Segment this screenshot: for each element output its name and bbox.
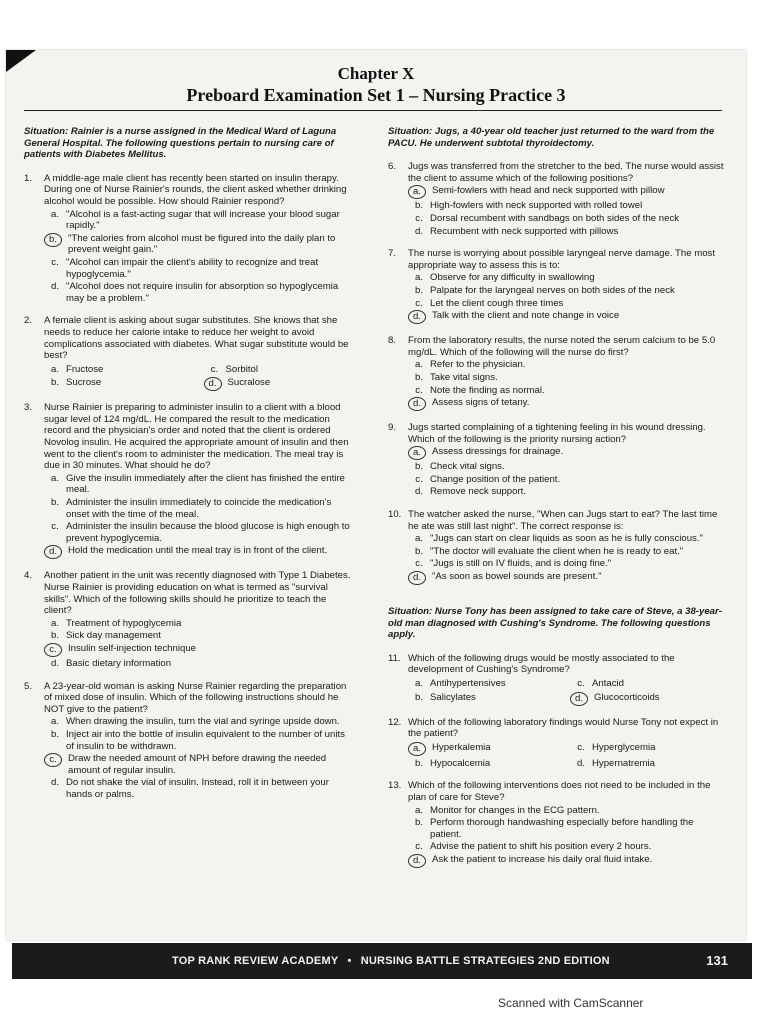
option-text: Advise the patient to shift his position every 2 hours. [430,841,652,853]
situation-text: Situation: Jugs, a 40-year old teacher just returned to the ward from the PACU. He underwent subtotal thyroidectomy. [388,126,715,149]
option-letter: b. [50,728,59,740]
answer-option [408,742,562,756]
option-text: Semi-fowlers with head and neck supported with pillow [432,185,665,197]
question-stem: A 23-year-old woman is asking Nurse Rainier regarding the preparation of mixed dose of insulin. Which of the following instructions should he NOT give to the patient? [44,680,347,715]
answer-option [408,571,724,585]
answer-option [44,364,196,376]
answer-option [408,185,724,199]
option-letter: b. [414,545,423,557]
circled-option-letter: d. [44,545,62,559]
answer-option [570,742,724,756]
option-letter: b. [414,284,423,296]
answer-option [408,213,724,225]
option-text: Inject air into the bottle of insulin equivalent to the number of units of insulin to be withdrawn. [66,728,345,752]
footer-bullet: • [347,955,352,967]
option-letter: c. [210,363,219,375]
question-stem: Which of the following interventions does not need to be included in the plan of care for Steve? [408,780,711,803]
question-item [20,681,355,802]
option-text: Perform thorough handwashing especially before handling the patient. [430,817,694,840]
footer-edition: NURSING BATTLE STRATEGIES 2ND EDITION [360,955,610,967]
option-text: Observe for any difficulty in swallowing [430,272,595,284]
question-number: 7. [388,248,397,260]
answer-option [408,486,724,498]
answer-option [44,716,355,728]
question-stem: A middle-age male client has recently been started on insulin therapy. During one of Nurse Rainier's rounds, the client asked whether drinking alcohol would be possible. How should Rainier respond? [44,172,347,207]
option-letter: d. [50,657,59,669]
situation-text: Situation: Rainier is a nurse assigned in the Medical Ward of Laguna General Hospital. The following questions pertain to nursing care of patients with Diabetes Mellitus. [24,126,337,161]
option-text: Recumbent with neck supported with pillows [430,225,619,237]
option-text: Fructose [66,363,104,375]
option-letter: b. [414,691,423,703]
answer-option [570,692,724,706]
question-number: 6. [388,161,397,173]
question-number: 5. [24,680,33,692]
question-list [384,653,724,869]
question-stem: The watcher asked the nurse, "When can Jugs start to eat? The last time he ate was still last night". The correct response is: [408,509,718,532]
answer-option [408,817,724,840]
option-letter: a. [414,272,423,284]
answer-option [44,545,355,559]
option-letter: a. [414,804,423,816]
answer-option [408,854,724,868]
option-text: Glucocorticoids [594,691,660,703]
question-stem: Jugs was transferred from the stretcher to the bed. The nurse would assist the client to assume which of the following positions? [408,161,724,184]
option-letter: c. [415,384,423,396]
answer-option [408,461,724,473]
answer-option [44,777,355,800]
answer-option [44,521,355,544]
footer-credits [172,955,610,967]
option-text: Hyperkalemia [432,741,491,753]
circled-option-letter: d. [408,571,426,585]
answer-option [408,446,724,460]
option-text: Note the finding as normal. [430,384,545,396]
circled-option-letter: d. [408,397,426,411]
answer-option [408,678,562,690]
option-text: Antihypertensives [430,678,506,689]
answer-option [408,758,562,770]
answer-option [408,474,724,486]
option-text: "Alcohol is a fast-acting sugar that will increase your blood sugar rapidly." [66,208,340,232]
question-number: 8. [388,335,397,347]
option-text: Take vital signs. [430,371,498,383]
option-text: "Jugs is still on IV fluids, and is doing fine." [430,558,612,570]
option-text: Antacid [592,678,624,689]
option-text: Ask the patient to increase his daily oral fluid intake. [432,853,653,865]
option-letter: d. [414,225,423,237]
option-list [44,716,355,800]
answer-option [44,630,355,642]
answer-option [570,678,724,690]
answer-option [408,385,724,397]
option-letter: c. [577,678,585,689]
question-stem: A female client is asking about sugar substitutes. She knows that she needs to reduce her calorie intake to reduce her weight to avoid complications associated with diabetes. What sugar substitute would be best? [44,315,349,362]
option-letter: a. [50,363,59,375]
question-stem: Another patient in the unit was recently diagnosed with Type 1 Diabetes. Nurse Rainier is providing education on what is termed as "survival skills". Which of the following skills should he prioritize to teach the client? [44,570,351,617]
option-letter: a. [50,716,59,728]
option-letter: c. [415,473,423,485]
header-rule [24,110,722,111]
option-text: Sorbitol [225,363,259,375]
option-letter: a. [414,533,423,545]
question-number: 10. [388,509,402,521]
question-stem: Jugs started complaining of a tightening feeling in his wound dressing. Which of the following is the priority nursing action? [408,422,706,445]
option-letter: a. [50,617,59,629]
option-text: Sucralose [227,377,271,389]
answer-option [408,558,724,570]
option-text: Administer the insulin because the blood glucose is high enough to prevent hypoglycemia. [66,521,350,544]
answer-option [408,372,724,384]
answer-option [408,285,724,297]
answer-option [44,658,355,670]
question-item [384,161,724,238]
answer-option [44,618,355,630]
option-text: Treatment of hypoglycemia [66,617,182,629]
option-text: Talk with the client and note change in voice [432,310,620,322]
option-text: Sick day management [66,630,161,642]
answer-option [408,546,724,558]
question-item [20,173,355,306]
option-letter: c. [415,297,423,309]
answer-option [44,233,355,256]
option-list [44,473,355,560]
question-item [384,422,724,499]
option-letter: b. [414,817,423,829]
option-list [408,185,724,237]
option-list [44,209,355,305]
circled-option-letter: c. [44,643,62,657]
option-text: Assess dressings for drainage. [432,446,564,458]
circled-option-letter: d. [570,692,588,706]
page-corner-shadow [6,50,36,72]
option-grid [408,677,724,707]
answer-option [408,359,724,371]
answer-option [44,377,196,391]
question-number: 2. [24,315,33,327]
option-text: Hold the medication until the meal tray is in front of the client. [68,545,328,557]
left-column [20,126,355,812]
question-number: 3. [24,402,33,414]
question-item [384,653,724,707]
option-letter: d. [576,757,585,769]
option-text: Monitor for changes in the ECG pattern. [430,804,600,816]
option-text: Draw the needed amount of NPH before drawing the needed amount of regular insulin. [68,753,327,776]
situation-text: Situation: Nurse Tony has been assigned to take care of Steve, a 38-year-old man diagnosed with Cushing's Syndrome. The following questions apply. [388,606,722,641]
option-letter: c. [415,212,423,224]
answer-option [204,364,356,376]
option-text: Dorsal recumbent with sandbags on both sides of the neck [430,212,680,224]
option-list [408,272,724,324]
option-letter: c. [51,256,59,268]
option-letter: b. [414,461,423,473]
answer-option [44,497,355,520]
option-letter: a. [414,359,423,371]
answer-option [408,272,724,284]
option-letter: c. [415,841,423,853]
option-text: "Jugs can start on clear liquids as soon as he is fully conscious." [430,533,703,545]
option-text: "Alcohol does not require insulin for absorption so hypoglycemia may be a problem." [66,281,339,304]
option-text: Refer to the physician. [430,359,526,371]
answer-option [408,200,724,212]
question-stem: Nurse Rainier is preparing to administer insulin to a client with a blood sugar level of 124 mg/dL. He compared the result to the medication record and the physician's order and noted that the client is ordered Novolog insulin. He acquired the appropriate amount of insulin and then went to the client's room to administer the medication. The meal tray is due in 30 minutes. What should he do? [44,402,349,472]
circled-option-letter: d. [408,854,426,868]
option-text: Assess signs of tetany. [432,397,530,409]
option-list [408,805,724,868]
option-letter: c. [577,741,585,753]
scanner-watermark: Scanned with CamScanner [498,996,644,1010]
option-text: High-fowlers with neck supported with rolled towel [430,200,643,212]
circled-option-letter: a. [408,742,426,756]
option-text: Palpate for the laryngeal nerves on both sides of the neck [430,284,675,296]
circled-option-letter: a. [408,185,426,199]
option-letter: c. [51,521,59,533]
question-number: 12. [388,716,402,728]
option-letter: d. [50,777,59,789]
option-text: "The calories from alcohol must be figured into the daily plan to prevent weight gain." [68,232,336,256]
answer-option [570,758,724,770]
option-text: Change position of the patient. [430,473,561,485]
answer-option [408,226,724,238]
question-number: 11. [388,652,401,664]
document-page [6,50,746,968]
question-list [20,173,355,802]
option-text: Remove neck support. [430,486,526,498]
option-text: Basic dietary information [66,657,172,669]
question-number: 9. [388,422,397,434]
option-list [408,533,724,585]
chapter-heading: Chapter X [337,64,415,83]
option-letter: b. [414,757,423,769]
page-header [6,64,746,106]
answer-option [408,805,724,817]
option-letter: b. [414,371,423,383]
answer-option [408,841,724,853]
answer-option [44,473,355,496]
question-stem: Which of the following laboratory findings would Nurse Tony not expect in the patient? [408,716,719,740]
option-letter: d. [414,486,423,498]
question-number: 4. [24,570,33,582]
option-text: "Alcohol can impair the client's ability to recognize and treat hypoglycemia." [66,256,319,280]
circled-option-letter: c. [44,753,62,767]
option-text: "The doctor will evaluate the client when he is ready to eat." [430,545,684,557]
question-item [384,509,724,586]
option-letter: d. [50,281,59,293]
question-item [384,248,724,325]
option-letter: a. [414,678,423,689]
option-text: Check vital signs. [430,461,505,473]
exam-title: Preboard Examination Set 1 – Nursing Practice 3 [186,85,566,105]
answer-option [408,298,724,310]
page-footer [12,943,752,979]
option-letter: b. [414,200,423,212]
answer-option [44,729,355,752]
option-grid [408,741,724,771]
option-text: When drawing the insulin, turn the vial and syringe upside down. [66,716,340,728]
option-text: Do not shake the vial of insulin. Instead, roll it in between your hands or palms. [66,777,329,800]
option-list [408,359,724,411]
option-text: Administer the insulin immediately to coincide the medication's onset with the time of the meal. [66,497,332,520]
question-item [384,780,724,869]
answer-option [44,257,355,280]
option-text: Salicylates [430,691,476,703]
option-text: Let the client cough three times [430,297,564,309]
page-number: 131 [706,953,728,968]
question-stem: Which of the following drugs would be mostly associated to the development of Cushing's Syndrome? [408,652,675,676]
question-stem: From the laboratory results, the nurse noted the serum calcium to be 5.0 mg/dL. Which of the following will the nurse do first? [408,335,716,358]
footer-academy: TOP RANK REVIEW ACADEMY [172,955,339,967]
option-letter: b. [50,377,59,389]
option-letter: b. [50,497,59,509]
right-column [384,126,724,879]
circled-option-letter: d. [408,310,426,324]
answer-option [408,533,724,545]
option-list [408,446,724,498]
question-number: 1. [24,172,33,184]
question-item [20,570,355,670]
circled-option-letter: a. [408,446,426,460]
answer-option [44,753,355,776]
circled-option-letter: d. [204,377,222,391]
answer-option [44,209,355,232]
option-letter: c. [415,558,423,570]
answer-option [44,281,355,304]
option-text: Sucrose [66,377,102,389]
question-item [384,717,724,771]
circled-option-letter: b. [44,233,62,247]
option-text: Hypocalcemia [430,757,491,769]
option-text: Hypernatremia [592,757,655,769]
question-item [384,335,724,412]
question-number: 13. [388,780,402,792]
option-grid [44,363,355,393]
answer-option [408,692,562,706]
option-letter: a. [50,472,59,484]
question-stem: The nurse is worrying about possible laryngeal nerve damage. The most appropriate way to assess this is to: [408,248,715,271]
option-list [44,618,355,670]
question-list [384,161,724,586]
answer-option [44,643,355,657]
option-letter: b. [50,630,59,642]
option-letter: a. [50,208,59,220]
question-item [20,315,355,392]
option-text: Hyperglycemia [592,741,656,753]
option-text: Insulin self-injection technique [68,642,196,654]
answer-option [408,310,724,324]
answer-option [204,377,356,391]
question-item [20,402,355,560]
answer-option [408,397,724,411]
option-text: "As soon as bowel sounds are present." [432,571,602,583]
option-text: Give the insulin immediately after the client has finished the entire meal. [66,472,345,496]
